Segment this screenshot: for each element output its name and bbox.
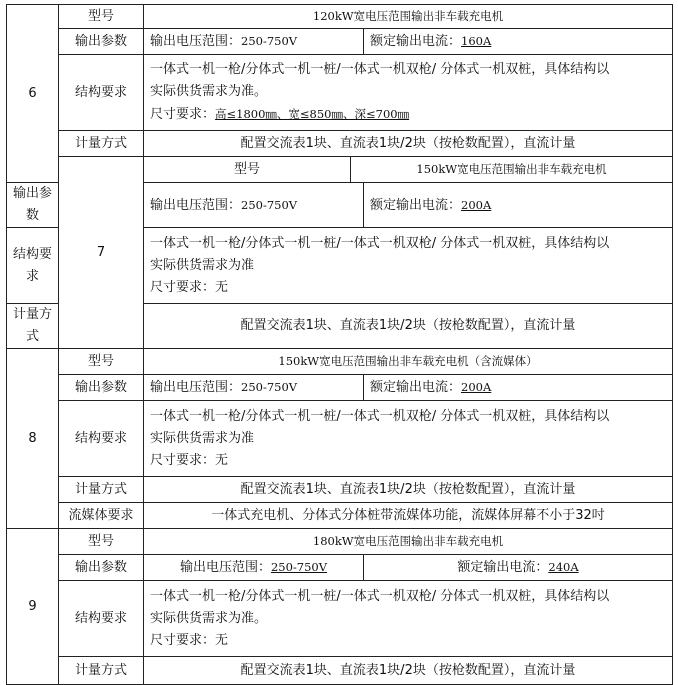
output-label: 输出参数 <box>59 375 144 401</box>
model-label: 型号 <box>59 5 144 29</box>
meter-value: 配置交流表1块、直流表1块/2块（按枪数配置），直流计量 <box>144 131 673 157</box>
item-number: 7 <box>59 157 144 349</box>
table-row <box>7 581 673 657</box>
voltage-cell: 输出电压范围：250-750V <box>144 183 364 228</box>
model-value: 180kW宽电压范围输出非车载充电机 <box>144 529 673 555</box>
meter-label: 计量方式 <box>59 131 144 157</box>
structure-description: 一体式一机一枪/分体式一机一桩/一体式一机双枪/ 分体式一机双桩，具体结构以 实际供货需求为准。 尺寸要求：无 <box>144 581 673 657</box>
voltage-cell: 输出电压范围：250-750V <box>144 555 364 581</box>
structure-description: 一体式一机一枪/分体式一机一桩/一体式一机双枪/ 分体式一机双桩，具体结构以 实际供货需求为准。 尺寸要求：高≤1800㎜、宽≤850㎜、深≤700㎜ <box>144 55 673 131</box>
current-cell: 额定输出电流：200A <box>364 375 673 401</box>
structure-label: 结构要求 <box>59 401 144 477</box>
current-cell: 额定输出电流：240A <box>364 555 673 581</box>
table-row <box>7 401 673 477</box>
table-row <box>7 375 673 401</box>
current-cell: 额定输出电流：200A <box>364 183 673 228</box>
structure-label: 结构要求 <box>59 581 144 657</box>
table-row <box>7 555 673 581</box>
item-number: 8 <box>7 349 59 529</box>
structure-description: 一体式一机一枪/分体式一机一桩/一体式一机双枪/ 分体式一机双桩，具体结构以 实际供货需求为准 尺寸要求：无 <box>144 228 673 304</box>
meter-label: 计量方式 <box>59 477 144 503</box>
voltage-cell: 输出电压范围：250-750V <box>144 375 364 401</box>
output-label: 输出参数 <box>59 29 144 55</box>
spec-table <box>6 4 673 685</box>
table-row <box>7 529 673 555</box>
voltage-cell: 输出电压范围：250-750V <box>144 29 364 55</box>
table-row <box>7 503 673 529</box>
item-number: 6 <box>7 5 59 183</box>
model-value: 150kW宽电压范围输出非车载充电机 <box>351 157 673 183</box>
model-label: 型号 <box>59 349 144 375</box>
table-row <box>7 477 673 503</box>
structure-label: 结构要求 <box>7 228 59 304</box>
model-label: 型号 <box>59 529 144 555</box>
structure-description: 一体式一机一枪/分体式一机一桩/一体式一机双枪/ 分体式一机双桩，具体结构以 实际供货需求为准 尺寸要求：无 <box>144 401 673 477</box>
table-row <box>7 131 673 157</box>
table-row <box>7 157 673 183</box>
output-label: 输出参数 <box>59 555 144 581</box>
table-row <box>7 55 673 131</box>
output-label: 输出参数 <box>7 183 59 228</box>
current-cell: 额定输出电流：160A <box>364 29 673 55</box>
table-row <box>7 29 673 55</box>
table-row <box>7 657 673 685</box>
meter-value: 配置交流表1块、直流表1块/2块（按枪数配置），直流计量 <box>144 477 673 503</box>
meter-label: 计量方式 <box>7 304 59 349</box>
meter-value: 配置交流表1块、直流表1块/2块（按枪数配置），直流计量 <box>144 657 673 685</box>
media-value: 一体式充电机、分体式分体桩带流媒体功能，流媒体屏幕不小于32吋 <box>144 503 673 529</box>
media-label: 流媒体要求 <box>59 503 144 529</box>
table-row <box>7 5 673 29</box>
structure-label: 结构要求 <box>59 55 144 131</box>
model-value: 120kW宽电压范围输出非车载充电机 <box>144 5 673 29</box>
meter-value: 配置交流表1块、直流表1块/2块（按枪数配置），直流计量 <box>144 304 673 349</box>
table-row <box>7 349 673 375</box>
item-number: 9 <box>7 529 59 685</box>
model-label: 型号 <box>144 157 351 183</box>
model-value: 150kW宽电压范围输出非车载充电机（含流媒体） <box>144 349 673 375</box>
meter-label: 计量方式 <box>59 657 144 685</box>
